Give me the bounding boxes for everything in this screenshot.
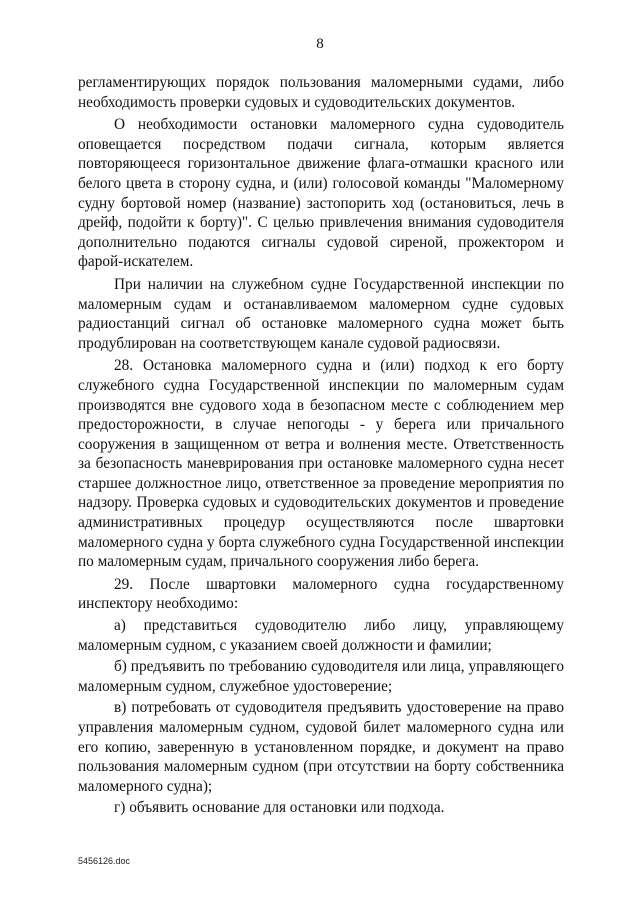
document-body <box>78 73 564 818</box>
page-number: 8 <box>316 36 324 52</box>
paragraph-item-29: 29. После швартовки маломерного судна государственному инспектору необходимо: <box>78 575 564 613</box>
list-item-v: в) потребовать от судоводителя предъявить удостоверение на право управления маломерным судном, судовой билет маломерного судна или его копию, заверенную в установленном порядке, и документ на право пользования маломерным судном (при отсутствии на борту собственника маломерного судна); <box>78 699 564 795</box>
footer-file-code: 5456126.doc <box>78 856 131 866</box>
list-item-g: г) объявить основание для остановки или подхода. <box>114 799 445 817</box>
paragraph-signal-notice: О необходимости остановки маломерного судна судоводитель оповещается посредством подачи сигнала, которым является повторяющееся горизонтальное движение флага-отмашки красного или белого цвета в сторону судна, и (или) голосовой команды "Маломерному судну бортовой номер (название) застопорить ход (остановиться, лечь в дрейф, подойти к борту)". С целью привлечения внимания судоводителя дополнительно подаются сигналы судовой сиреной, прожектором и фарой-искателем. <box>78 116 564 271</box>
list-item-a: а) представиться судоводителю либо лицу, управляющему маломерным судном, с указанием своей должности и фамилии; <box>78 617 564 654</box>
list-item-b: б) предъявить по требованию судоводителя или лица, управляющего маломерным судном, служебное удостоверение; <box>78 658 564 695</box>
paragraph-continuation: регламентирующих порядок пользования маломерными судами, либо необходимость проверки судовых и судоводительских документов. <box>78 74 564 111</box>
paragraph-item-28: 28. Остановка маломерного судна и (или) подход к его борту служебного судна Государственной инспекции по маломерным судам производятся вне судового хода в безопасном месте с соблюдением мер предосторожности, в случае непогоды - у берега или причального сооружения в защищенном от ветра и волнения месте. Ответственность за безопасность маневрирования при остановке маломерного судна несет старшее должностное лицо, ответственное за проведение мероприятия по надзору. Проверка судовых и судоводительских документов и проведение административных процедур осуществляются после швартовки маломерного судна у борта служебного судна Государственной инспекции по маломерным судам, причального сооружения либо берега. <box>78 357 564 571</box>
paragraph-radio-signal: При наличии на служебном судне Государственной инспекции по маломерным судам и останавливаемом маломерном судне судовых радиостанций сигнал об остановке маломерного судна может быть продублирован на соответствующем канале судовой радиосвязи. <box>78 275 564 352</box>
